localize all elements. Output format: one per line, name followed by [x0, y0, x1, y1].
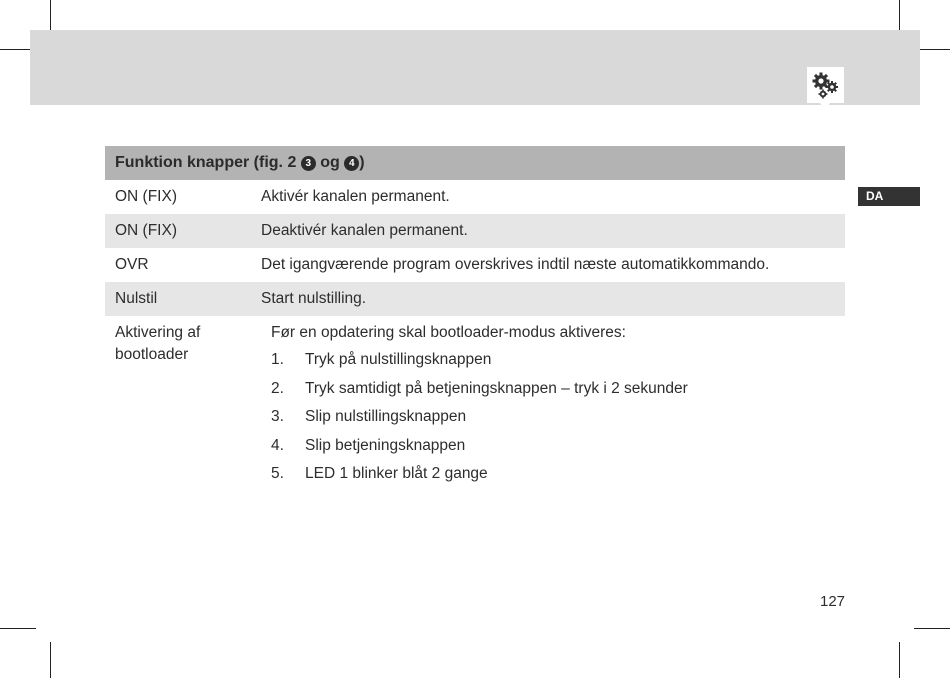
- gears-icon: [811, 71, 841, 101]
- row-value: Aktivér kanalen permanent.: [261, 188, 450, 205]
- step-number: 5.: [271, 465, 284, 482]
- row-key: ON (FIX): [115, 222, 177, 239]
- step-text: Slip nulstillingsknappen: [305, 408, 467, 425]
- page-number: 127: [820, 593, 846, 610]
- row-key: [105, 322, 271, 489]
- row-key: OVR: [115, 256, 149, 273]
- figure-ref-3: 3: [301, 156, 316, 171]
- row-key-line: Aktivering af: [115, 324, 201, 341]
- step-text: Tryk på nulstillingsknappen: [305, 351, 492, 368]
- bootloader-steps: [271, 346, 845, 489]
- row-key-line: bootloader: [115, 346, 189, 363]
- row-key: Nulstil: [115, 290, 158, 307]
- table-title: Funktion knapper (fig. 2: [115, 154, 297, 171]
- crop-mark: [914, 628, 950, 629]
- bootloader-intro: Før en opdatering skal bootloader-modus aktiveres:: [271, 324, 626, 341]
- table-title-close: ): [359, 154, 365, 171]
- step-text: Slip betjeningsknappen: [305, 436, 466, 454]
- list-item: [271, 375, 845, 404]
- row-value: Start nulstilling.: [261, 290, 367, 307]
- list-item: [271, 460, 845, 489]
- table-row: [105, 214, 845, 248]
- step-number: 4.: [271, 436, 284, 454]
- step-number: 2.: [271, 379, 284, 397]
- crop-mark: [899, 642, 900, 678]
- crop-mark: [50, 642, 51, 678]
- row-value: Det igangværende program overskrives indtil næste automatikkommando.: [261, 256, 770, 273]
- row-key: ON (FIX): [115, 188, 177, 205]
- language-tab: DA: [858, 187, 920, 206]
- table-row: [105, 180, 845, 214]
- row-value: Deaktivér kanalen permanent.: [261, 222, 468, 239]
- step-text: LED 1 blinker blåt 2 gange: [305, 465, 488, 482]
- table-title-and: og: [320, 154, 340, 171]
- list-item: [271, 432, 845, 461]
- list-item: [271, 403, 845, 432]
- header-band: [30, 30, 920, 105]
- list-item: [271, 346, 845, 375]
- step-number: 3.: [271, 408, 284, 425]
- table-header: [105, 146, 845, 180]
- step-number: 1.: [271, 351, 284, 368]
- function-buttons-table: [105, 146, 845, 489]
- crop-mark: [0, 628, 36, 629]
- section-icon-box: [807, 67, 844, 103]
- figure-ref-4: 4: [344, 156, 359, 171]
- table-row-bootloader: [105, 316, 845, 489]
- table-row: [105, 282, 845, 316]
- table-row: [105, 248, 845, 282]
- step-text: Tryk samtidigt på betjeningsknappen – tryk i 2 sekunder: [305, 379, 688, 397]
- row-value: [271, 322, 845, 489]
